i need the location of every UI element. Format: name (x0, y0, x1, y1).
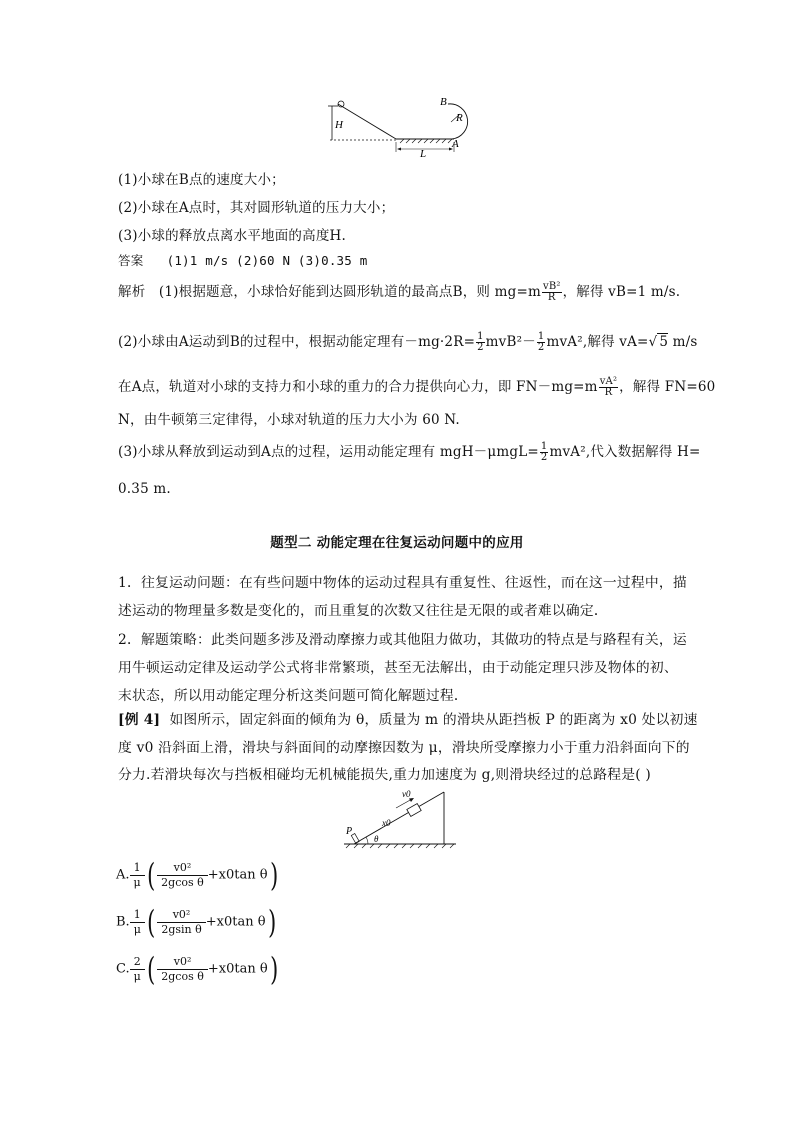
label-b: B (440, 96, 447, 108)
analysis-line-6: 0.35 m. (118, 481, 171, 497)
option-letter: B. (116, 914, 130, 930)
option-tail: +x0tan θ (205, 914, 266, 930)
label-p: P (346, 826, 353, 837)
point-2-line-1: 2．解题策略：此类问题多涉及滑动摩擦力或其他阻力做功，其做功的特点是与路程有关，运 (118, 632, 687, 648)
option-letter: C. (116, 961, 130, 977)
analysis-text: 在A点，轨道对小球的支持力和小球的重力的合力提供向心力，即 FN－mg=m (118, 379, 598, 395)
analysis-text: (1)根据题意，小球恰好能到达圆形轨道的最高点B，则 mg=m (158, 284, 541, 300)
main-fraction: $\frac{\text{v0²}}{\text{2gcos θ}}$ (157, 861, 208, 888)
option-tail: +x0tan θ (207, 867, 268, 883)
label-a: A (452, 138, 459, 150)
fraction: $\frac{\text{vA²}}{R}$ (599, 375, 618, 398)
fraction-half: $\frac{1}{2}$ (540, 440, 548, 463)
fraction: $\frac{\text{vB²}}{R}$ (542, 280, 561, 303)
point-2-line-3: 末状态，所以用动能定理分析这类问题可简化解题过程． (118, 688, 468, 704)
fraction-half: $\frac{1}{2}$ (477, 330, 484, 353)
label-l: L (420, 148, 427, 158)
option-c[interactable]: C. $\frac{2}{\mu}$ ( $\frac{\text{v0²}}{\text{2gcos θ}}$ +x0tan θ) (116, 950, 278, 988)
analysis-text: m/s (668, 334, 698, 350)
analysis-text: mvA²,代入数据解得 H= (549, 444, 701, 460)
coef-fraction: $\frac{1}{\mu}$ (130, 908, 145, 935)
analysis-label: 解析 (118, 284, 146, 300)
sqrt-value: 5 (659, 334, 669, 350)
analysis-text: mvA²,解得 vA= (546, 334, 649, 350)
answer-line (118, 251, 367, 269)
option-b[interactable]: B. $\frac{1}{\mu}$ ( $\frac{\text{v0²}}{\text{2gsin θ}}$ +x0tan θ) (116, 903, 276, 941)
analysis-text: ，解得 FN=60 (619, 379, 716, 395)
label-x0: x0 (382, 818, 391, 828)
label-theta: θ (374, 834, 379, 844)
fraction-half: $\frac{1}{2}$ (537, 330, 545, 353)
option-tail: +x0tan θ (207, 961, 268, 977)
question-3: (3)小球的释放点离水平地面的高度H. (118, 228, 346, 244)
figure-incline-loop (320, 96, 480, 158)
coef-fraction: $\frac{2}{\mu}$ (130, 955, 145, 982)
example-line-2: 度 v0 沿斜面上滑，滑块与斜面间的动摩擦因数为 μ，滑块所受摩擦力小于重力沿斜面向下的 (118, 740, 690, 756)
example-line-1 (118, 708, 698, 728)
main-fraction: $\frac{\text{v0²}}{\text{2gcos θ}}$ (157, 955, 208, 982)
analysis-text: (2)小球由A运动到B的过程中，根据动能定理有－mg·2R= (118, 334, 476, 350)
question-1: (1)小球在B点的速度大小； (118, 172, 285, 188)
option-letter: A. (116, 867, 130, 883)
section-heading: 题型二 动能定理在往复运动问题中的应用 (270, 535, 524, 551)
example-label: [例 4] (118, 712, 161, 728)
label-r: R (456, 112, 463, 124)
label-v0: v0 (402, 789, 411, 799)
figure-incline-block (340, 786, 460, 850)
analysis-text: ，解得 vB=1 m/s. (562, 284, 681, 300)
answer-text: (1)1 m/s (2)60 N (3)0.35 m (166, 253, 368, 268)
analysis-text: (3)小球从释放到运动到A点的过程，运用动能定理有 mgH－μmgL= (118, 444, 539, 460)
analysis-line-5 (118, 440, 701, 464)
option-a[interactable]: A. $\frac{1}{\mu}$ ( $\frac{\text{v0²}}{\text{2gcos θ}}$ +x0tan θ) (116, 856, 278, 894)
analysis-line-3 (118, 375, 715, 399)
label-h: H (335, 119, 343, 131)
question-2: (2)小球在A点时，其对圆形轨道的压力大小； (118, 200, 395, 216)
example-line-3: 分力.若滑块每次与挡板相碰均无机械能损失,重力加速度为 g,则滑块经过的总路程是( ) (118, 767, 652, 783)
answer-label: 答案 (118, 253, 144, 268)
analysis-line-1 (118, 280, 680, 304)
coef-fraction: $\frac{1}{\mu}$ (130, 861, 145, 888)
analysis-line-4: N，由牛顿第三定律得，小球对轨道的压力大小为 60 N. (118, 412, 460, 428)
main-fraction: $\frac{\text{v0²}}{\text{2gsin θ}}$ (157, 908, 205, 935)
example-text: 如图所示，固定斜面的倾角为 θ，质量为 m 的滑块从距挡板 P 的距离为 x0 处以初速 (169, 712, 698, 728)
analysis-line-2: (2)小球由A运动到B的过程中，根据动能定理有－mg·2R= $\frac{1}{2}$ mvB²－ $\frac{1}{2}$ mvA²,解得 vA=√ 5 m/s (118, 330, 698, 353)
point-1-line-1: 1．往复运动问题：在有些问题中物体的运动过程具有重复性、往返性，而在这一过程中，描 (118, 575, 687, 591)
point-2-line-2: 用牛顿运动定律及运动学公式将非常繁琐，甚至无法解出，由于动能定理只涉及物体的初、 (118, 660, 678, 676)
point-1-line-2: 述运动的物理量多数是变化的，而且重复的次数又往往是无限的或者难以确定． (118, 603, 608, 619)
analysis-text: mvB²－ (485, 334, 536, 350)
